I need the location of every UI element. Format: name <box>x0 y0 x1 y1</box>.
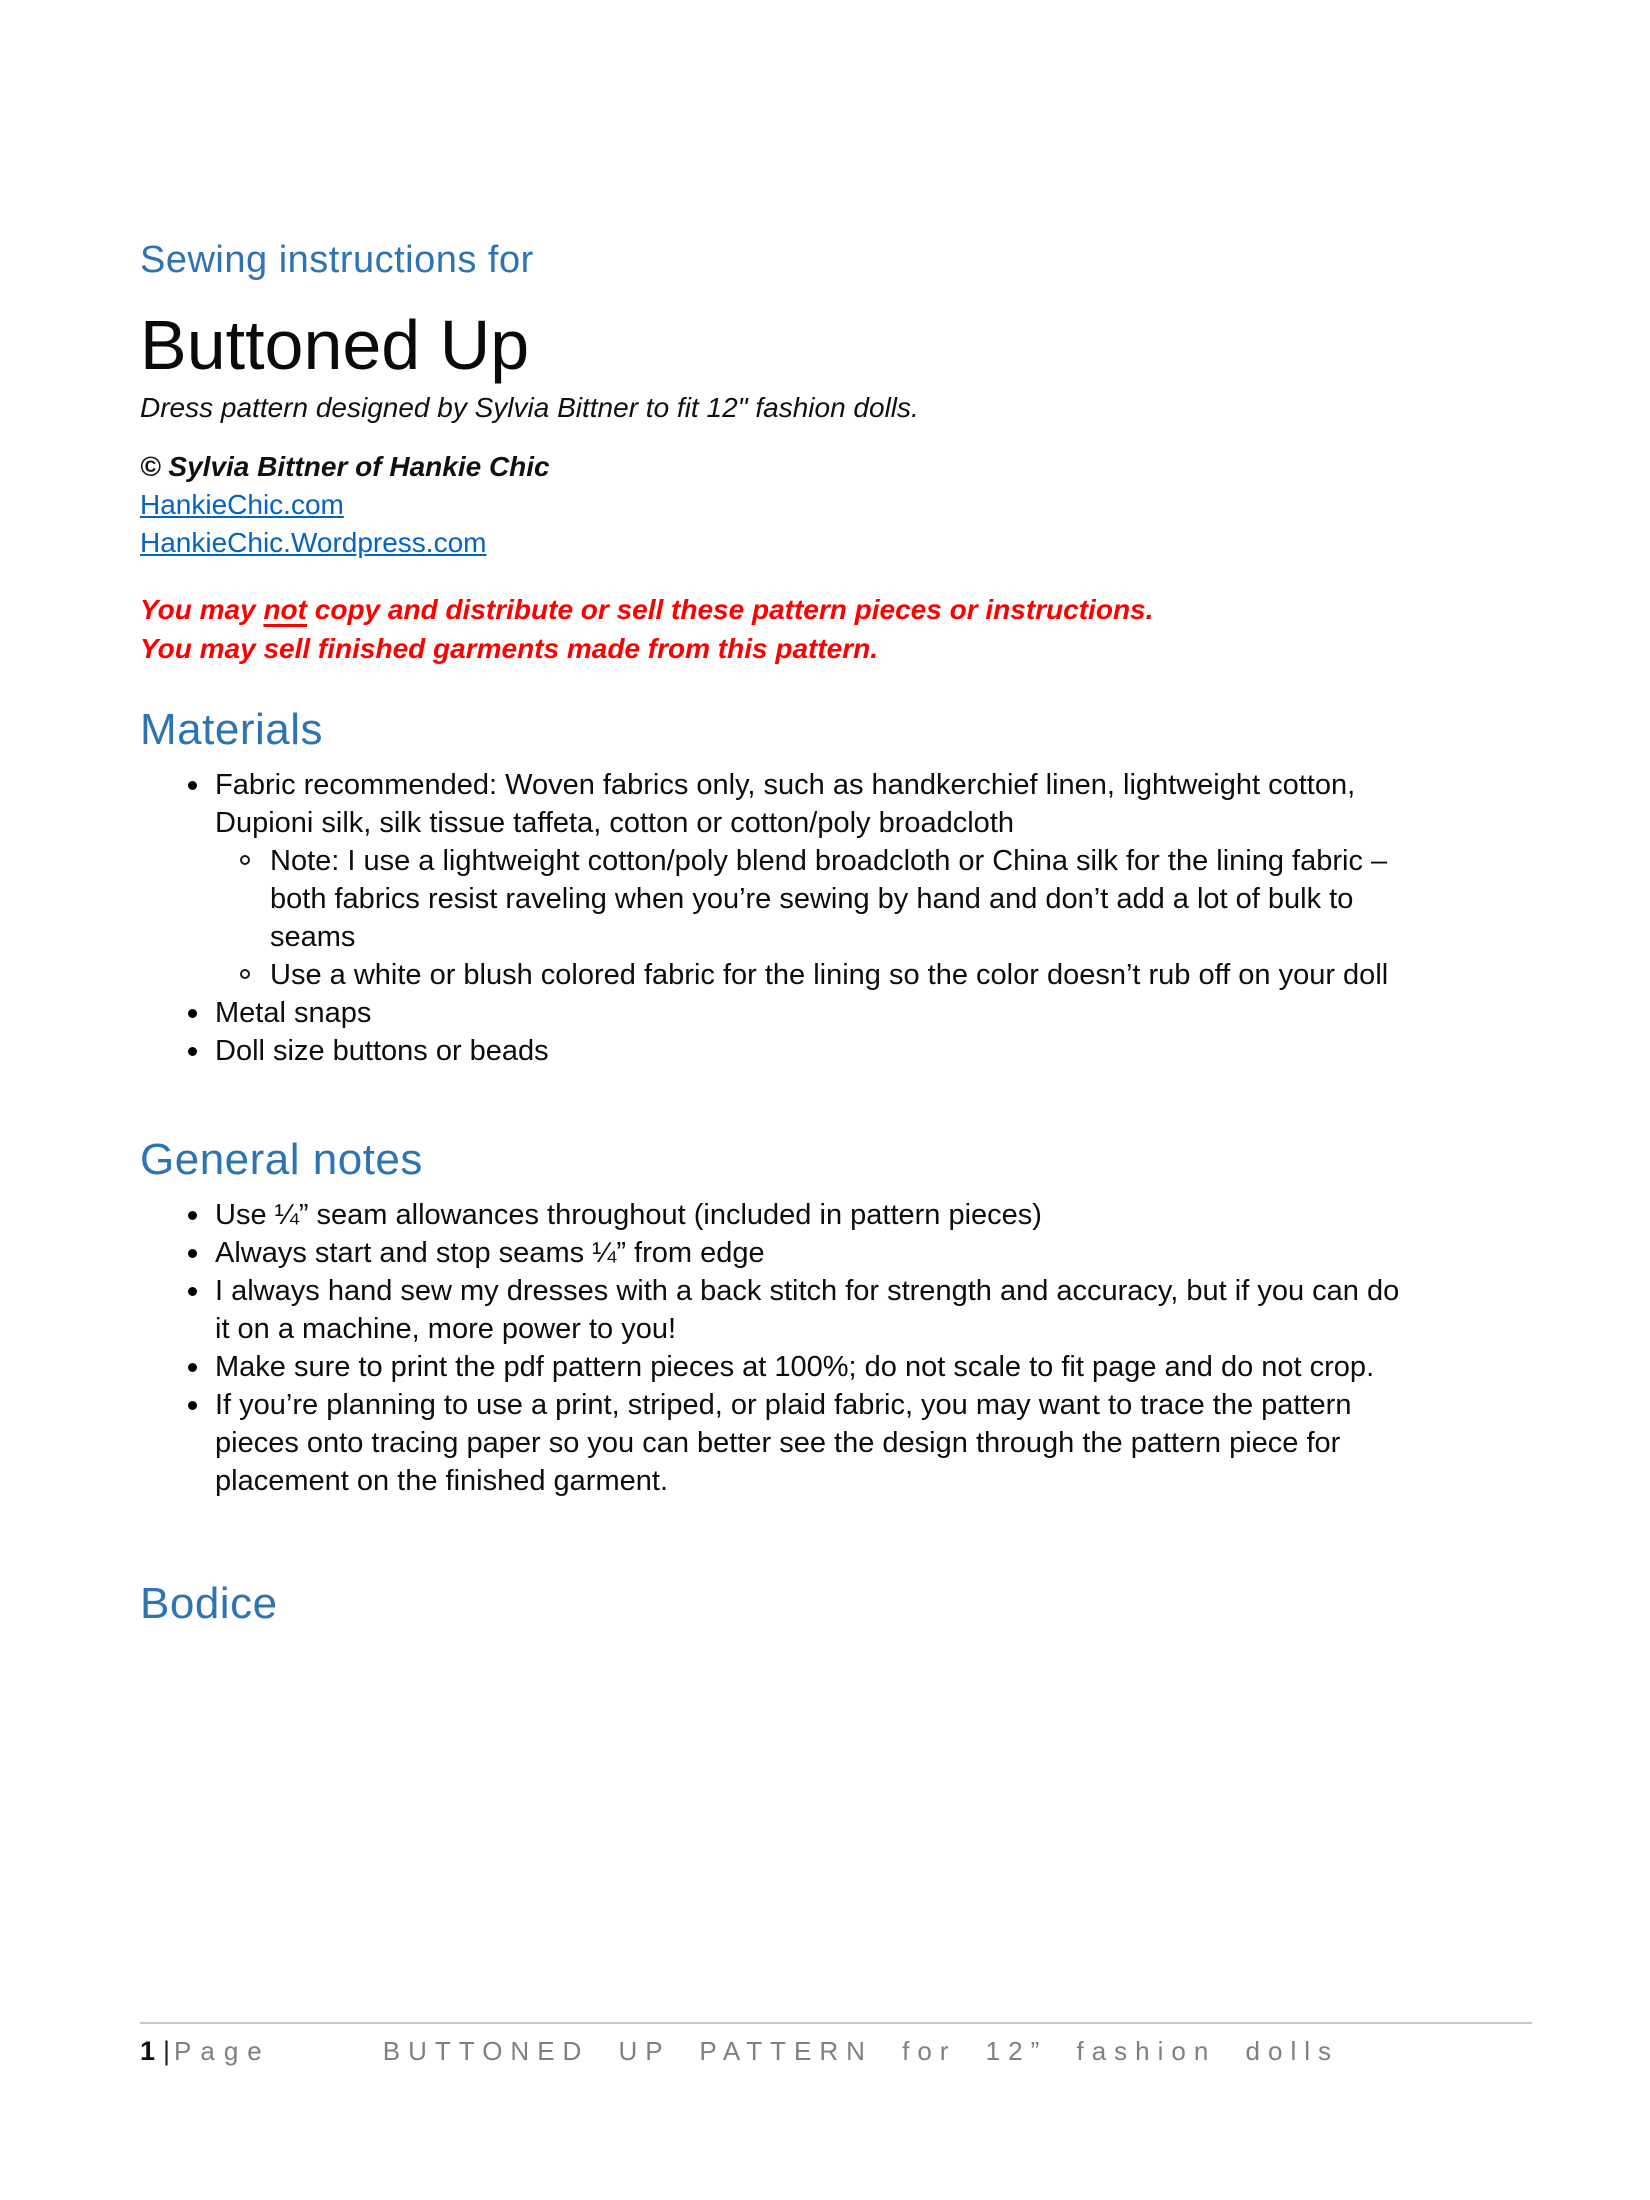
doc-subtitle: Sewing instructions for <box>140 239 534 281</box>
list-item-text: Use ¼” seam allowances throughout (included in pattern pieces) <box>215 1199 1042 1231</box>
warning-line-2: You may sell finished garments made from this pattern. <box>140 633 879 664</box>
footer-title: BUTTONED UP PATTERN for 12” fashion dolls <box>382 2036 1340 2066</box>
document-content <box>140 238 1450 1630</box>
list-item <box>140 994 1450 1032</box>
warning-line-1 <box>140 590 1450 629</box>
list-item-text: Doll size buttons or beads <box>215 1035 549 1067</box>
link-hankiechic-wordpress[interactable]: HankieChic.Wordpress.com <box>140 527 487 558</box>
copyright-warning <box>140 590 1450 668</box>
tagline: Dress pattern designed by Sylvia Bittner to fit 12" fashion dolls. <box>140 392 919 423</box>
materials-list <box>140 766 1450 1070</box>
link-list <box>140 486 1450 562</box>
section-heading-bodice: Bodice <box>140 1579 278 1628</box>
warning-underlined-not: not <box>263 594 307 625</box>
list-item-text: If you’re planning to use a print, striped, or plaid fabric, you may want to trace the pattern pieces onto tracing paper so you can better see the design through the pattern piece for placement on the finished garment. <box>215 1389 1352 1497</box>
list-item <box>140 1272 1450 1348</box>
page-title: Buttoned Up <box>140 306 530 384</box>
page-footer <box>140 2022 1532 2067</box>
list-item <box>140 1348 1450 1386</box>
page-number: 1 <box>140 2036 156 2066</box>
footer-separator: | <box>163 2036 171 2066</box>
list-item-text: Fabric recommended: Woven fabrics only, such as handkerchief linen, lightweight cotton, Dupioni silk, silk tissue taffeta, cotton or cotton/poly broadcloth <box>215 769 1356 839</box>
list-item <box>140 766 1450 994</box>
list-item-text: I always hand sew my dresses with a back stitch for strength and accuracy, but if you can do it on a machine, more power to you! <box>215 1275 1400 1345</box>
list-item-text: Make sure to print the pdf pattern pieces at 100%; do not scale to fit page and do not crop. <box>215 1351 1375 1383</box>
warning-text: You may <box>140 594 264 625</box>
section-heading-general-notes: General notes <box>140 1135 423 1184</box>
list-item-text: Always start and stop seams ¼” from edge <box>215 1237 765 1269</box>
list-item <box>140 1386 1450 1500</box>
list-item <box>140 1032 1450 1070</box>
page-label: Page <box>174 2036 271 2066</box>
list-item <box>140 1234 1450 1272</box>
general-notes-list <box>140 1196 1450 1500</box>
warning-text: copy and distribute or sell these pattern pieces or instructions. <box>306 594 1154 625</box>
list-item <box>140 1196 1450 1234</box>
sub-list-item: Use a white or blush colored fabric for the lining so the color doesn’t rub off on your doll <box>215 956 1410 994</box>
list-item-text: Metal snaps <box>215 997 372 1029</box>
copyright-line: © Sylvia Bittner of Hankie Chic <box>140 451 550 482</box>
section-heading-materials: Materials <box>140 705 323 754</box>
link-hankiechic-com[interactable]: HankieChic.com <box>140 489 344 520</box>
sub-list <box>215 842 1410 994</box>
sub-list-item: Note: I use a lightweight cotton/poly blend broadcloth or China silk for the lining fabric – both fabrics resist raveling when you’re sewing by hand and don’t add a lot of bulk to seams <box>215 842 1410 956</box>
